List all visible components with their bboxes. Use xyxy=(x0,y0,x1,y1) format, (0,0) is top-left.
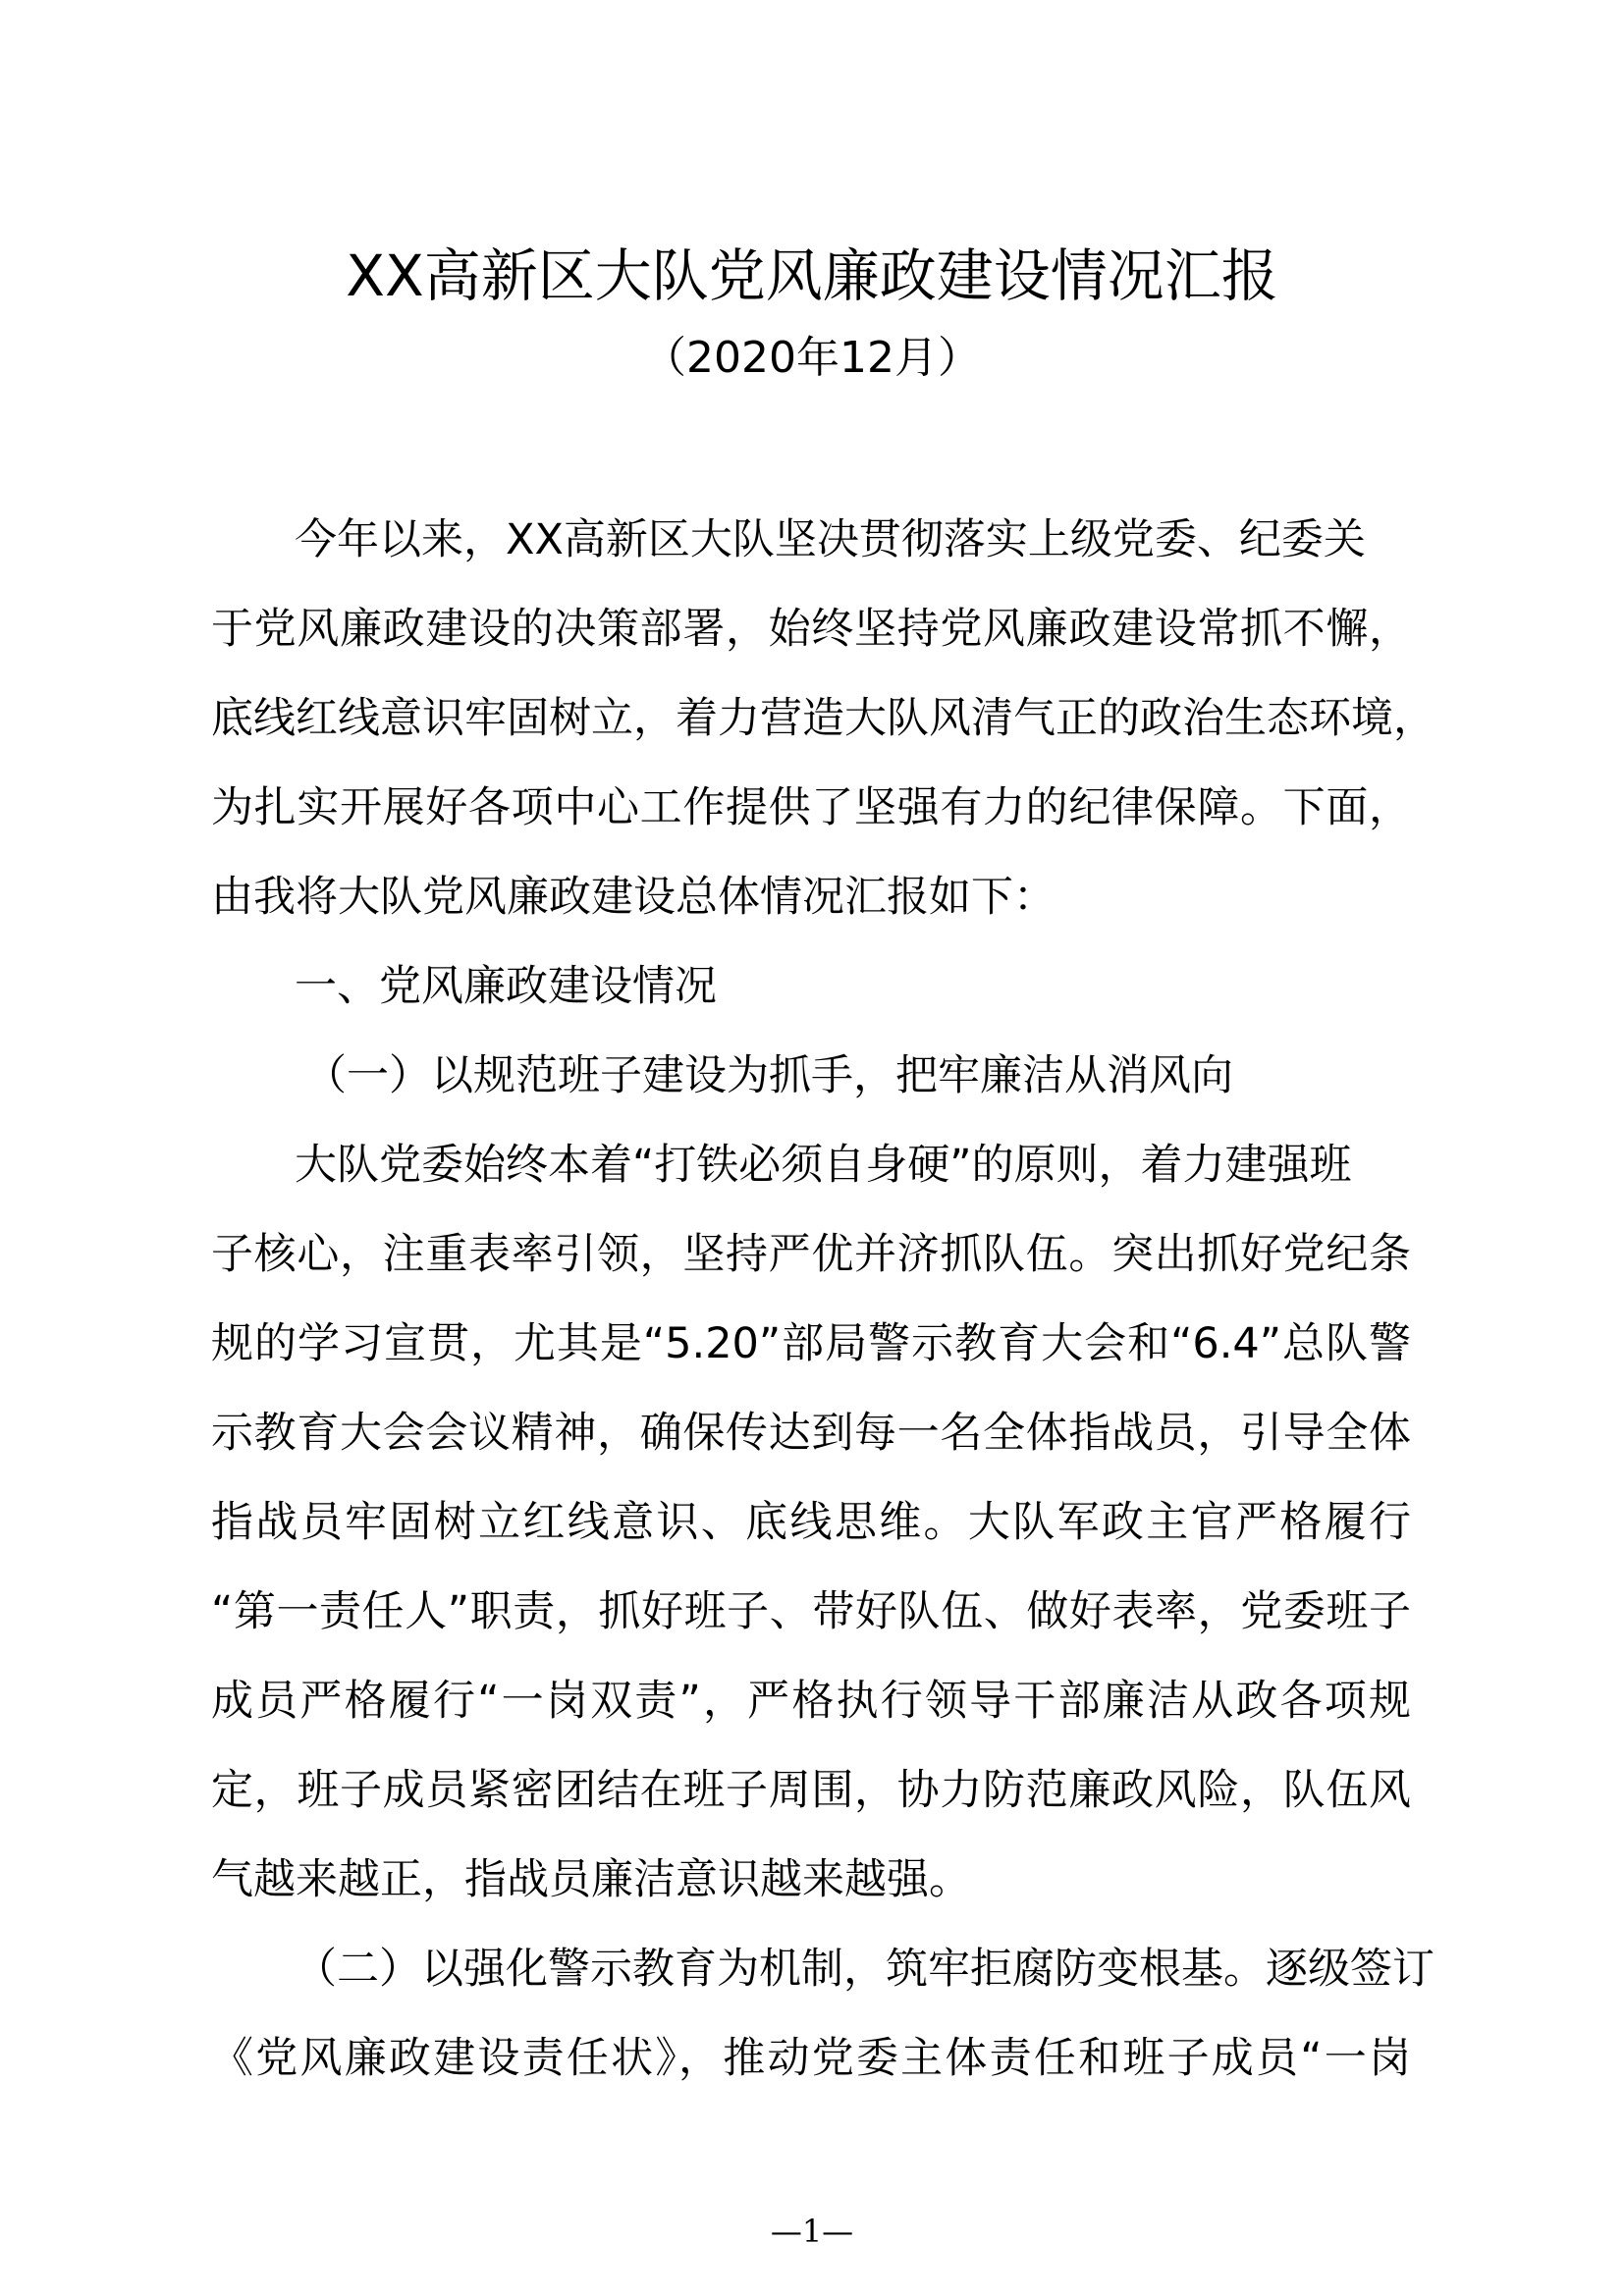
paragraph-line: 示教育大会会议精神，确保传达到每一名全体指战员，引导全体 xyxy=(211,1409,1411,1458)
paragraph-line: 底线红线意识牢固树立，着力营造大队风清气正的政治生态环境， xyxy=(211,694,1435,743)
paragraph-line: 气越来越正，指战员廉洁意识越来越强。 xyxy=(211,1855,971,1904)
document-title: XX高新区大队党风廉政建设情况汇报 xyxy=(346,242,1278,309)
paragraph-line: 大队党委始终本着“打铁必须自身硬”的原则，着力建强班 xyxy=(295,1141,1352,1190)
paragraph-line: 今年以来，XX高新区大队坚决贯彻落实上级党委、纪委关 xyxy=(295,515,1366,564)
paragraph-line: “第一责任人”职责，抓好班子、带好队伍、做好表率，党委班子 xyxy=(211,1587,1411,1636)
paragraph-line: 于党风廉政建设的决策部署，始终坚持党风廉政建设常抓不懈， xyxy=(211,605,1411,654)
paragraph-line: 由我将大队党风廉政建设总体情况汇报如下： xyxy=(211,873,1056,922)
subsection-heading: （一）以规范班子建设为抓手，把牢廉洁从消风向 xyxy=(304,1051,1233,1100)
paragraph-line: （二）以强化警示教育为机制，筑牢拒腐防变根基。逐级签订 xyxy=(295,1945,1435,1994)
paragraph-line: 《党风廉政建设责任状》，推动党委主体责任和班子成员“一岗 xyxy=(211,2034,1411,2083)
paragraph-line: 定，班子成员紧密团结在班子周围，协力防范廉政风险，队伍风 xyxy=(211,1766,1411,1815)
paragraph-line: 子核心，注重表率引领，坚持严优并济抓队伍。突出抓好党纪条 xyxy=(211,1230,1411,1279)
paragraph-line: 为扎实开展好各项中心工作提供了坚强有力的纪律保障。下面， xyxy=(211,783,1411,832)
paragraph-line: 指战员牢固树立红线意识、底线思维。大队军政主官严格履行 xyxy=(211,1498,1411,1547)
paragraph-line: 规的学习宣贯，尤其是“5.20”部局警示教育大会和“6.4”总队警 xyxy=(211,1319,1411,1368)
section-heading: 一、党风廉政建设情况 xyxy=(295,962,717,1011)
page-number: —1— xyxy=(770,2213,854,2250)
document-date: （2020年12月） xyxy=(643,333,981,383)
paragraph-line: 成员严格履行“一岗双责”，严格执行领导干部廉洁从政各项规 xyxy=(211,1677,1411,1726)
